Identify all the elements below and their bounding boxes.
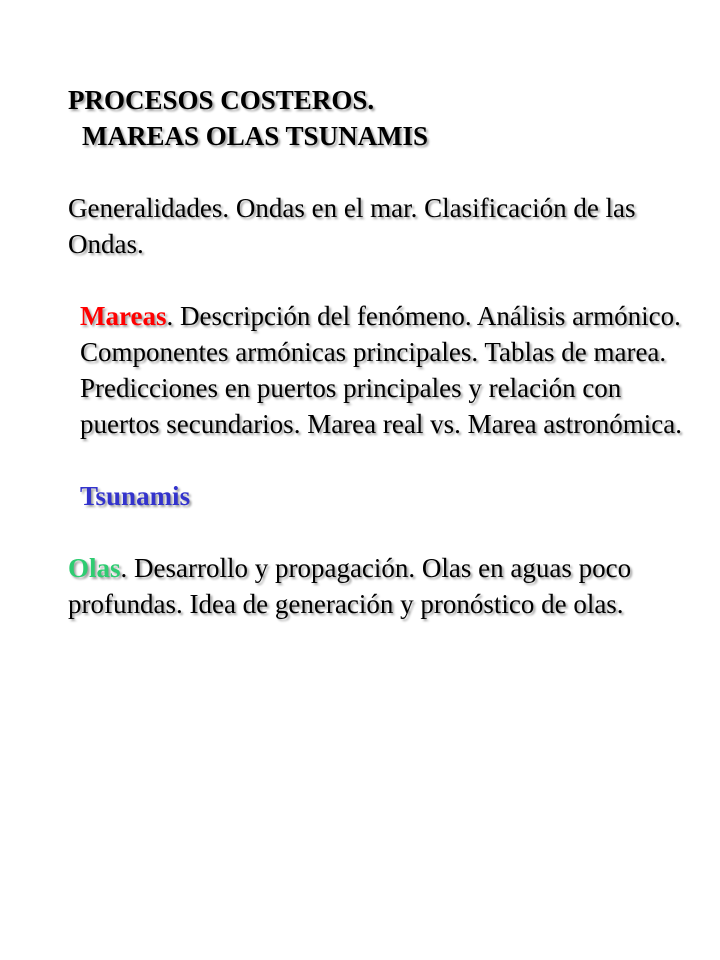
olas-keyword: Olas bbox=[68, 553, 121, 583]
tsunamis-heading bbox=[68, 478, 688, 514]
tsunamis-keyword: Tsunamis bbox=[80, 481, 191, 511]
generalidades-paragraph: Generalidades. Ondas en el mar. Clasificación de las Ondas. bbox=[68, 193, 636, 259]
title-line-2: MAREAS OLAS TSUNAMIS bbox=[82, 121, 429, 151]
mareas-paragraph bbox=[68, 298, 688, 442]
olas-text: . Desarrollo y propagación. Olas en aguas poco profundas. Idea de generación y pronóstico de olas. bbox=[68, 553, 632, 619]
title-line-1: PROCESOS COSTEROS. bbox=[68, 85, 375, 115]
slide-content bbox=[68, 82, 688, 622]
olas-paragraph bbox=[68, 550, 688, 622]
mareas-keyword: Mareas bbox=[80, 301, 167, 331]
mareas-text: . Descripción del fenómeno. Análisis armónico. Componentes armónicas principales. Tablas de marea. Predicciones en puertos principales y relación con puertos secundarios. Marea real vs. Marea astronómica. bbox=[80, 301, 683, 439]
